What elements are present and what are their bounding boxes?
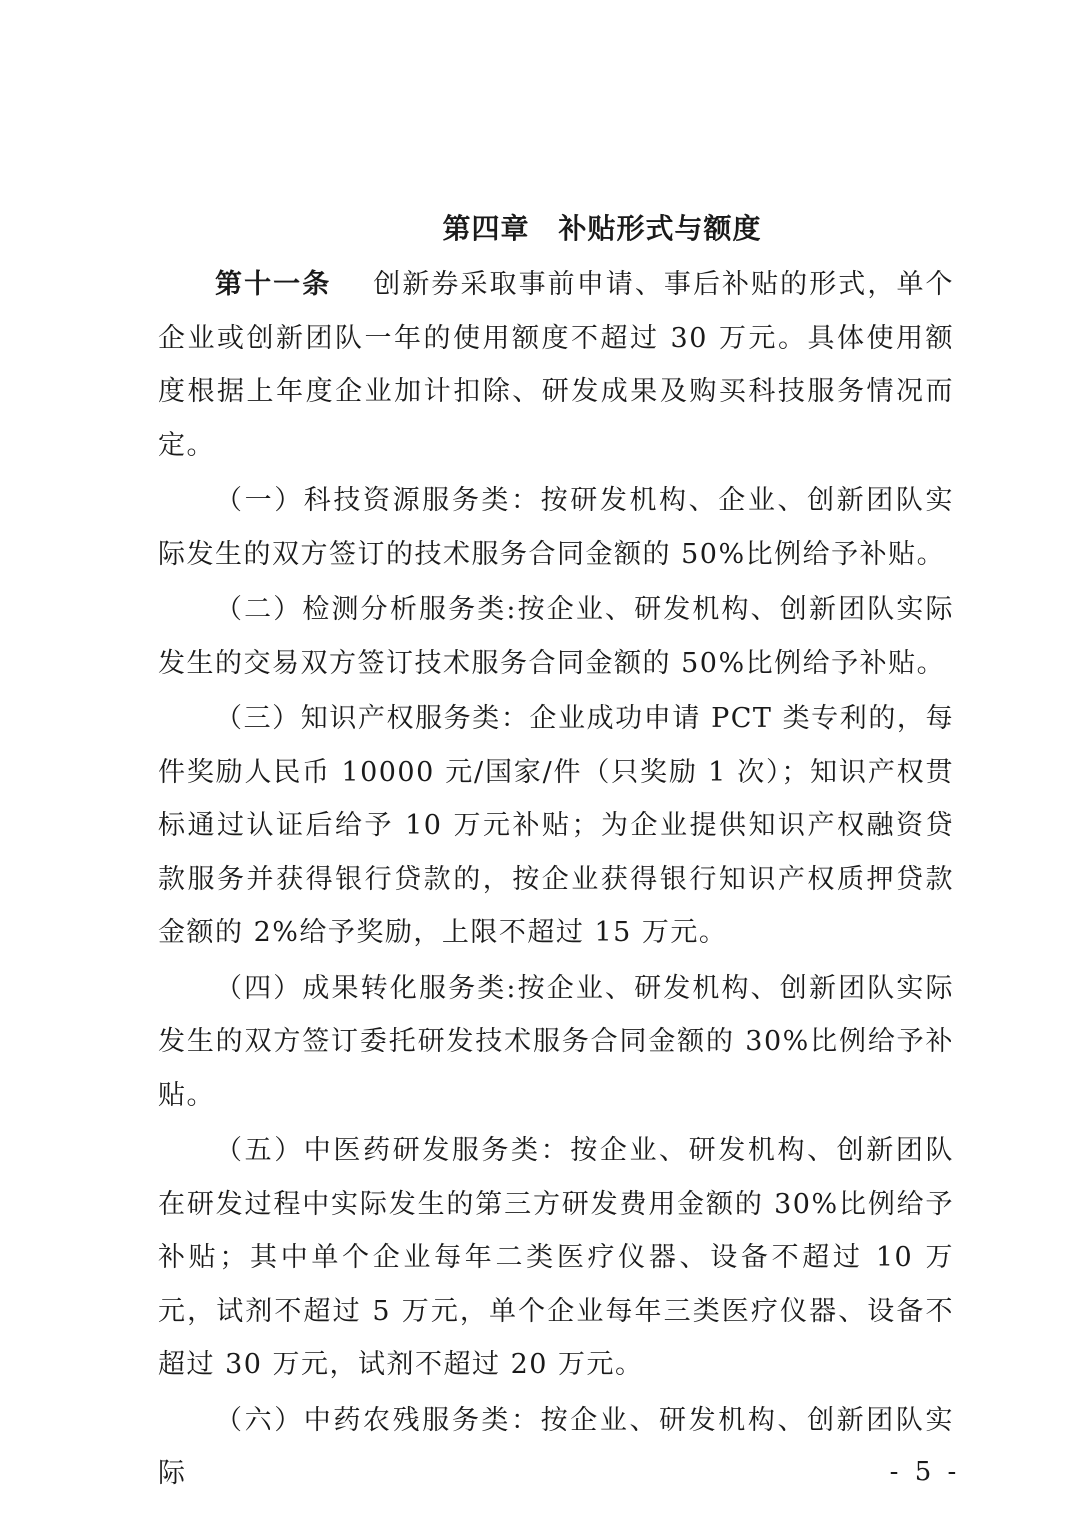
item-6: （六）中药农残服务类：按企业、研发机构、创新团队实际 xyxy=(158,1404,954,1489)
article-text: 创新券采取事前申请、事后补贴的形式，单个企业或创新团队一年的使用额度不超过 30 万元。具体使用额度根据上年度企业加计扣除、研发成果及购买科技服务情况而定。 xyxy=(158,269,955,461)
document-body xyxy=(158,200,954,1503)
chapter-title: 第四章 补贴形式与额度 xyxy=(442,212,762,245)
item-1: （一）科技资源服务类：按研发机构、企业、创新团队实际发生的双方签订的技术服务合同金额的 50%比例给予补贴。 xyxy=(158,485,954,570)
item-3: （三）知识产权服务类：企业成功申请 PCT 类专利的，每件奖励人民币 10000 元/国家/件（只奖励 1 次）；知识产权贯标通过认证后给予 10 万元补贴；为企业提供知识产权融资贷款服务并获得银行贷款的，按企业获得银行知识产权质押贷款金额的 2%给予奖励，上限不超过 15 万元。 xyxy=(158,703,954,948)
item-5: （五）中医药研发服务类：按企业、研发机构、创新团队在研发过程中实际发生的第三方研发费用金额的 30%比例给予补贴；其中单个企业每年二类医疗仪器、设备不超过 10 万元，试剂不超过 5 万元，单个企业每年三类医疗仪器、设备不超过 30 万元，试剂不超过 20 万元。 xyxy=(158,1135,954,1380)
article-number: 第十一条 xyxy=(215,269,332,300)
page-number: - 5 - xyxy=(889,1457,961,1487)
item-2: （二）检测分析服务类:按企业、研发机构、创新团队实际发生的交易双方签订技术服务合同金额的 50%比例给予补贴。 xyxy=(158,594,954,679)
item-4: （四）成果转化服务类:按企业、研发机构、创新团队实际发生的双方签订委托研发技术服务合同金额的 30%比例给予补贴。 xyxy=(158,972,954,1111)
article-paragraph xyxy=(158,258,954,472)
